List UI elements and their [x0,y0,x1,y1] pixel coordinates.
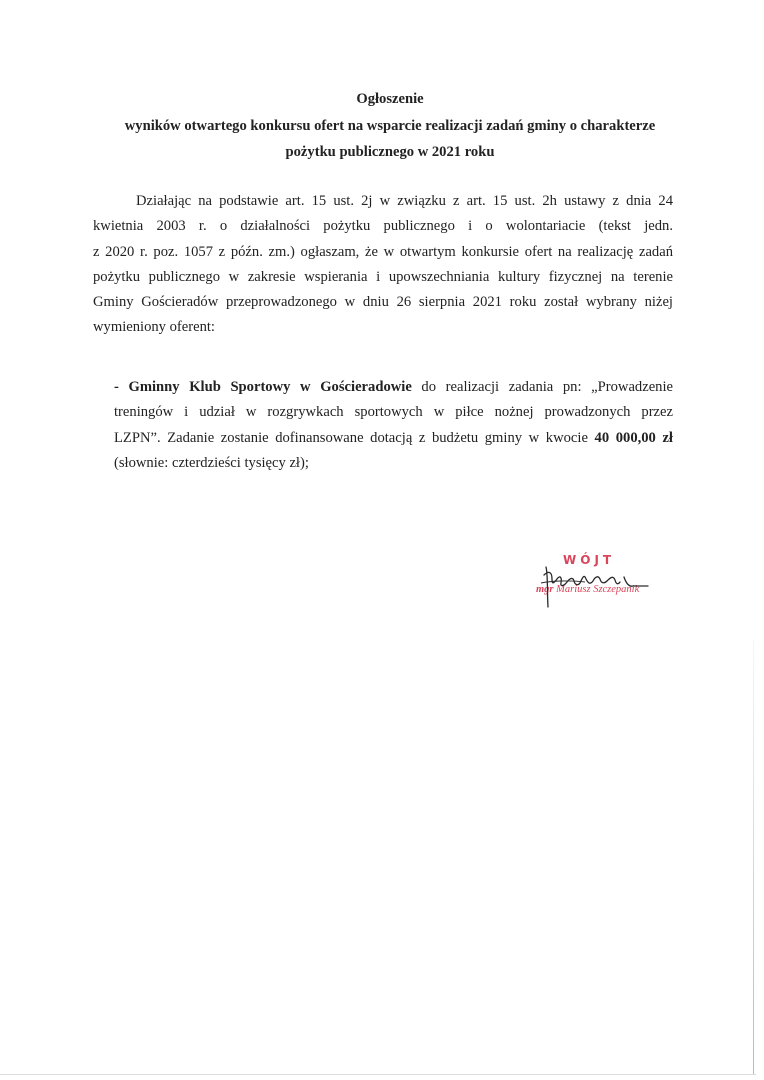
announcement-paragraph [93,189,673,341]
offer-line-2: treningów i udział w rozgrywkach sportowych w piłce nożnej prowadzonych przez [114,404,673,421]
stamp-degree: mgr [536,584,554,595]
offer-line-4: (słownie: czterdzieści tysięcy zł); [114,454,309,471]
stamp-person-name: Mariusz Szczepanik [553,584,640,595]
heading-title: Ogłoszenie [356,91,424,107]
heading-subtitle-line-2: pożytku publicznego w 2021 roku [285,144,495,160]
paragraph-line: Działając na podstawie art. 15 ust. 2j w związku z art. 15 ust. 2h ustawy z dnia 24 [136,193,673,209]
paragraph-line: wymieniony oferent: [93,319,215,336]
offer-funding-text: LZPN”. Zadanie zostanie dofinansowane dotacją z budżetu gminy w kwocie [114,429,595,446]
handwritten-signature-icon [530,553,665,611]
offer-line-1 [114,375,673,400]
heading-subtitle-line-1: wyników otwartego konkursu ofert na wsparcie realizacji zadań gminy o charakterze [124,117,656,134]
document-heading [80,86,700,166]
bullet-dash: - [114,379,129,395]
organization-name: Gminny Klub Sportowy w Gościeradowie [128,379,412,395]
stamp-title: WÓJT [563,553,616,567]
selected-offer-item [114,375,673,476]
grant-amount: 40 000,00 zł [594,429,673,446]
paragraph-line: kwietnia 2003 r. o działalności pożytku publicznego i o wolontariacie (tekst jedn. [93,218,673,235]
scan-edge-bottom [0,1074,756,1075]
scan-edge-right [753,640,754,1074]
paragraph-line: Gminy Gościeradów przeprowadzonego w dniu 26 sierpnia 2021 roku został wybrany niżej [93,294,673,311]
offer-task-intro: do realizacji zadania pn: „Prowadzenie [411,379,673,395]
paragraph-line: z 2020 r. poz. 1057 z późn. zm.) ogłaszam, że w otwartym konkursie ofert na realizację zadań [93,243,673,260]
paragraph-line: pożytku publicznego w zakresie wspierania i upowszechniania kultury fizycznej na terenie [93,268,673,285]
signature-stamp [530,553,665,611]
offer-line-3 [114,426,673,451]
